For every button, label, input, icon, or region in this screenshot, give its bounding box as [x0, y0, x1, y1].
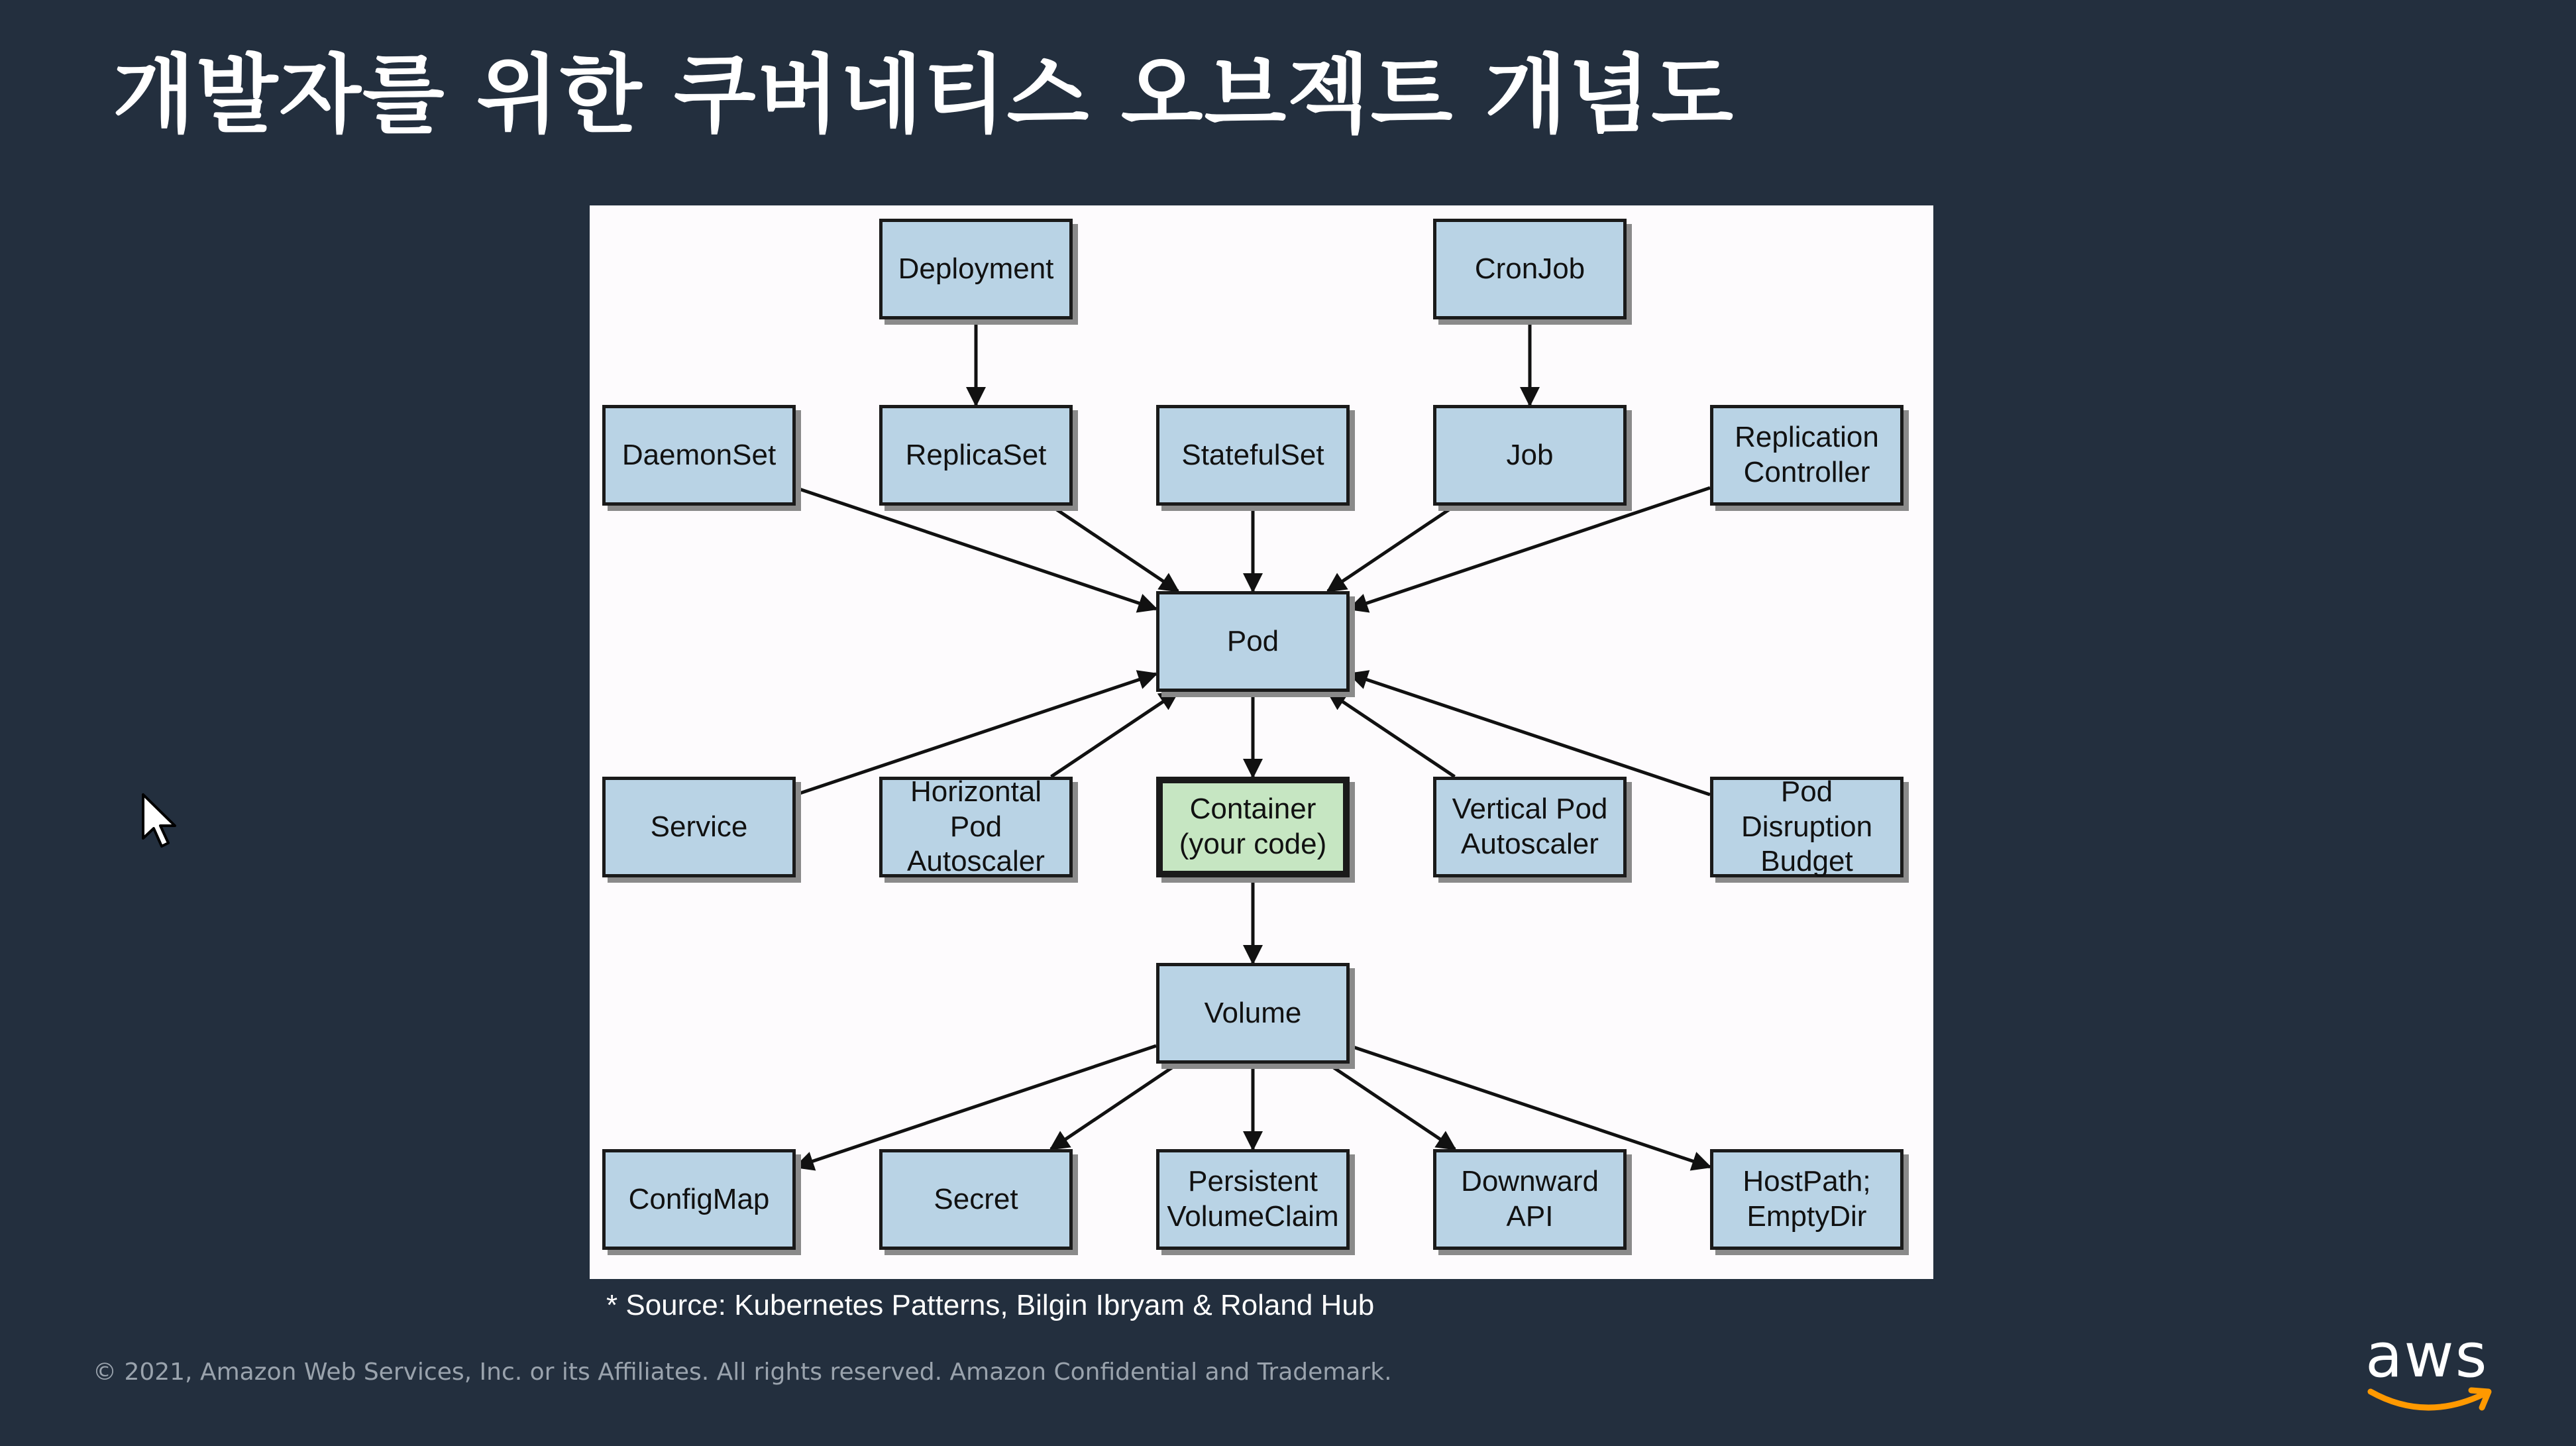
node-pod-disruption-budget: Pod Disruption Budget — [1710, 777, 1904, 877]
node-cronjob: CronJob — [1433, 219, 1627, 319]
edge-layer — [590, 205, 1933, 1279]
node-volume: Volume — [1156, 963, 1350, 1064]
node-job: Job — [1433, 405, 1627, 506]
node-pod: Pod — [1156, 591, 1350, 692]
aws-logo — [2365, 1320, 2498, 1422]
node-hostpath-emptydir: HostPath; EmptyDir — [1710, 1149, 1904, 1250]
node-horizontal-pod-autoscaler: Horizontal Pod Autoscaler — [879, 777, 1073, 877]
slide-title: 개발자를 위한 쿠버네티스 오브젝트 개념도 — [113, 46, 1735, 144]
copyright-text: © 2021, Amazon Web Services, Inc. or its Affiliates. All rights reserved. Amazon Confidential and Trademark. — [93, 1359, 1392, 1386]
edge-vpa-to-pod — [1328, 692, 1454, 777]
node-statefulset: StatefulSet — [1156, 405, 1350, 506]
node-service: Service — [602, 777, 796, 877]
node-replicaset: ReplicaSet — [879, 405, 1073, 506]
node-persistent-volume-claim: Persistent VolumeClaim — [1156, 1149, 1350, 1250]
node-replication-controller: Replication Controller — [1710, 405, 1904, 506]
node-daemonset: DaemonSet — [602, 405, 796, 506]
node-downward-api: Downward API — [1433, 1149, 1627, 1250]
node-deployment: Deployment — [879, 219, 1073, 319]
source-note: * Source: Kubernetes Patterns, Bilgin Ibryam & Roland Hub — [606, 1289, 1375, 1321]
edge-daemonset-to-pod — [796, 488, 1156, 609]
node-vertical-pod-autoscaler: Vertical Pod Autoscaler — [1433, 777, 1627, 877]
node-configmap: ConfigMap — [602, 1149, 796, 1250]
mouse-cursor-icon — [140, 792, 180, 852]
node-container: Container (your code) — [1156, 777, 1350, 877]
diagram-panel — [590, 205, 1933, 1279]
node-secret: Secret — [879, 1149, 1073, 1250]
aws-logo-text: aws — [2365, 1320, 2489, 1391]
edge-hpa-to-pod — [1051, 692, 1177, 777]
edge-replication_controller-to-pod — [1350, 488, 1710, 609]
